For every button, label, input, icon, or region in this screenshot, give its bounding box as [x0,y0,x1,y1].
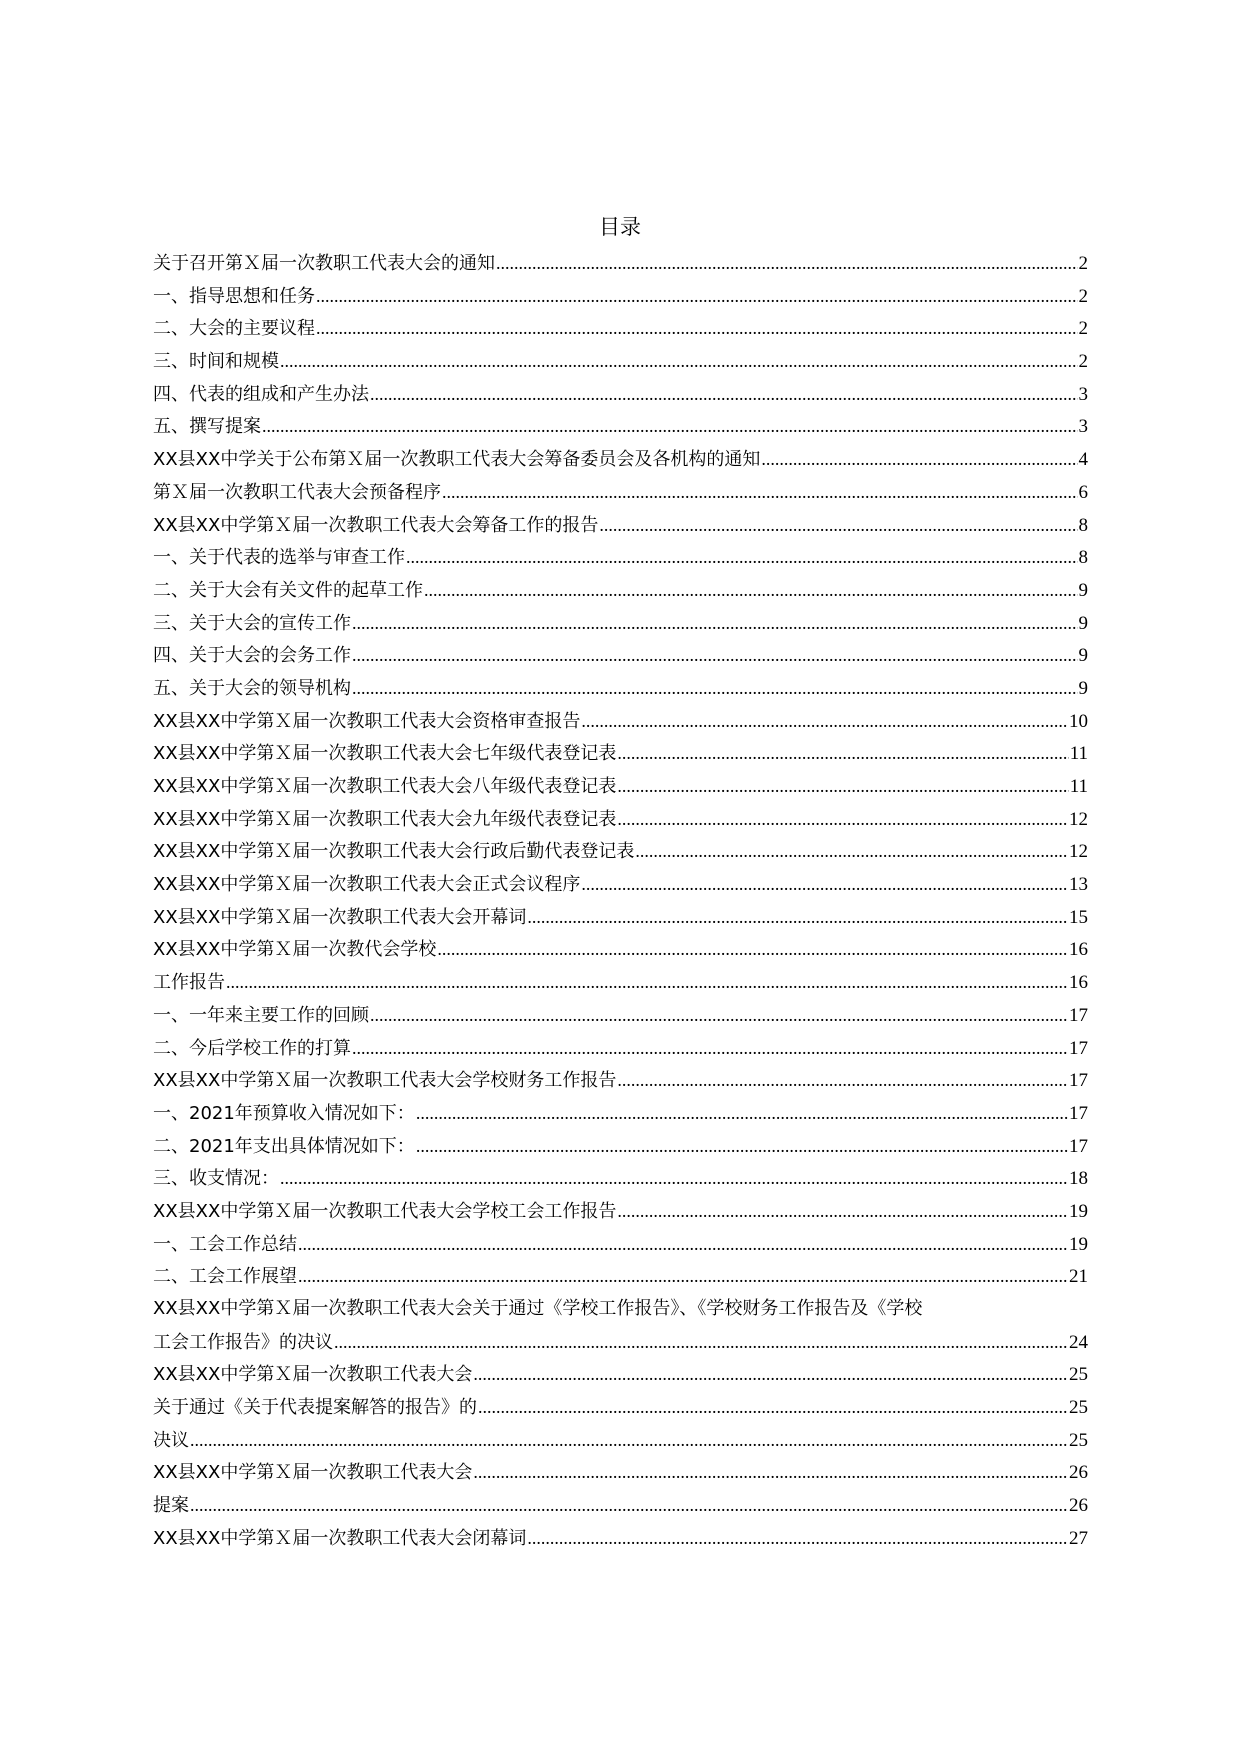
table-of-contents [153,247,1088,1555]
toc-entry[interactable] [153,378,1088,411]
toc-entry[interactable] [153,1130,1088,1163]
toc-entry-label: 一、2021年预算收入情况如下： [153,1102,415,1124]
toc-page-number: 3 [1078,383,1088,405]
toc-entry[interactable] [153,639,1088,672]
toc-page-number: 12 [1069,808,1088,830]
toc-entry[interactable] [153,443,1088,476]
toc-leader-dots [617,770,1068,803]
toc-entry[interactable] [153,737,1088,770]
toc-page-number: 17 [1069,1004,1088,1026]
toc-entry-label: XX县XX中学第Ｘ届一次教职工代表大会八年级代表登记表 [153,776,617,797]
toc-entry-label: XX县XX中学第Ｘ届一次教职工代表大会行政后勤代表登记表 [153,841,635,863]
toc-entry[interactable] [153,1032,1088,1065]
toc-entry[interactable] [153,247,1088,280]
toc-entry[interactable] [153,868,1088,901]
toc-entry-multiline[interactable] [153,1293,1088,1358]
toc-entry[interactable] [153,1195,1088,1228]
toc-leader-dots [527,901,1068,934]
toc-entry-label: 工作报告 [153,972,225,994]
toc-page-number: 2 [1078,318,1088,340]
toc-leader-dots [370,378,1078,411]
toc-page-number: 6 [1078,481,1088,503]
toc-leader-dots [442,476,1078,509]
toc-leader-dots [334,1326,1068,1359]
toc-entry[interactable] [153,803,1088,836]
toc-entry-label: 一、一年来主要工作的回顾 [153,1004,369,1026]
toc-leader-dots [496,247,1078,280]
toc-leader-dots [635,835,1068,868]
toc-leader-dots [581,705,1068,738]
toc-entry-label: XX县XX中学第Ｘ届一次教职工代表大会筹备工作的报告 [153,514,599,536]
toc-leader-dots [473,1358,1068,1391]
toc-entry[interactable] [153,280,1088,313]
toc-entry[interactable] [153,1424,1088,1457]
toc-page-number: 10 [1069,710,1088,732]
toc-entry[interactable] [153,1228,1088,1261]
toc-entry-label: XX县XX中学第Ｘ届一次教职工代表大会 [153,1364,473,1386]
toc-leader-dots [262,410,1078,443]
toc-page-number: 24 [1069,1331,1088,1353]
toc-entry[interactable] [153,933,1088,966]
toc-leader-dots [581,868,1068,901]
toc-entry-label: 二、大会的主要议程 [153,318,315,340]
toc-page-number: 17 [1069,1135,1088,1157]
toc-page-number: 4 [1078,449,1088,471]
toc-entry[interactable] [153,1522,1088,1555]
toc-leader-dots [316,280,1078,313]
toc-entry-label: 第Ｘ届一次教职工代表大会预备程序 [153,481,441,503]
toc-leader-dots [298,1228,1068,1261]
toc-leader-dots [473,1456,1068,1489]
toc-page-number: 26 [1069,1462,1088,1484]
toc-page-number: 25 [1069,1364,1088,1386]
toc-page-number: 11 [1069,743,1088,765]
toc-entry[interactable] [153,1162,1088,1195]
toc-entry-label: 关于召开第Ｘ届一次教职工代表大会的通知 [153,253,495,274]
toc-leader-dots [280,1162,1068,1195]
toc-page-number: 12 [1069,841,1088,863]
toc-entry[interactable] [153,541,1088,574]
toc-entry-label: XX县XX中学第Ｘ届一次教职工代表大会学校工会工作报告 [153,1200,617,1222]
toc-page-number: 17 [1069,1102,1088,1124]
toc-leader-dots [190,1489,1068,1522]
toc-page-number: 13 [1069,874,1088,896]
toc-page-number: 2 [1078,351,1088,373]
toc-leader-dots [617,1195,1068,1228]
toc-page-number: 25 [1069,1429,1088,1451]
toc-page-number: 11 [1069,776,1088,797]
toc-leader-dots [617,1064,1068,1097]
toc-leader-dots [298,1260,1068,1293]
toc-leader-dots [599,509,1077,542]
toc-leader-dots [352,607,1078,640]
toc-leader-dots [416,1130,1068,1163]
toc-page-number: 27 [1069,1527,1088,1549]
toc-leader-dots [416,1097,1068,1130]
toc-page-number: 17 [1069,1037,1088,1059]
toc-entry[interactable] [153,705,1088,738]
toc-page-number: 17 [1069,1070,1088,1092]
toc-page-number: 2 [1078,253,1088,274]
toc-entry-label: 二、工会工作展望 [153,1266,297,1288]
toc-entry-label: 五、撰写提案 [153,416,261,438]
toc-entry-label: 四、代表的组成和产生办法 [153,383,369,405]
toc-entry-label: 关于通过《关于代表提案解答的报告》的 [153,1397,477,1419]
toc-entry-label: 四、关于大会的会务工作 [153,645,351,667]
toc-entry[interactable] [153,770,1088,803]
toc-entry-label: XX县XX中学第Ｘ届一次教职工代表大会学校财务工作报告 [153,1070,617,1092]
toc-leader-dots [352,672,1078,705]
toc-entry[interactable] [153,672,1088,705]
toc-entry[interactable] [153,1358,1088,1391]
toc-page-number: 9 [1078,579,1088,601]
toc-page-number: 16 [1069,972,1088,994]
toc-title: 目录 [599,215,641,239]
toc-entry[interactable] [153,607,1088,640]
toc-entry[interactable] [153,345,1088,378]
toc-entry-label: XX县XX中学第Ｘ届一次教职工代表大会闭幕词 [153,1527,527,1549]
toc-leader-dots [352,1032,1068,1065]
toc-page-number: 9 [1078,677,1088,699]
toc-entry[interactable] [153,835,1088,868]
toc-leader-dots [370,999,1068,1032]
toc-entry-label: XX县XX中学第Ｘ届一次教职工代表大会 [153,1462,473,1484]
toc-entry-label: 决议 [153,1429,189,1451]
toc-entry-label-line2: 工会工作报告》的决议 [153,1331,333,1353]
toc-leader-dots [424,574,1078,607]
toc-page-number: 25 [1069,1397,1088,1419]
toc-entry[interactable] [153,1097,1088,1130]
toc-entry-label-line1: XX县XX中学第Ｘ届一次教职工代表大会关于通过《学校工作报告》、《学校财务工作报告及《学校 [153,1298,923,1319]
toc-entry[interactable] [153,1064,1088,1097]
toc-leader-dots [226,966,1068,999]
toc-page-number: 16 [1069,939,1088,961]
toc-entry[interactable] [153,999,1088,1032]
toc-leader-dots [761,443,1077,476]
toc-entry[interactable] [153,312,1088,345]
toc-leader-dots [437,933,1068,966]
toc-entry-label: 三、关于大会的宣传工作 [153,612,351,634]
toc-leader-dots [190,1424,1068,1457]
toc-leader-dots [316,312,1078,345]
toc-entry[interactable] [153,509,1088,542]
toc-entry-label: XX县XX中学第Ｘ届一次教职工代表大会九年级代表登记表 [153,808,617,830]
toc-page-number: 18 [1069,1168,1088,1190]
toc-entry-label: 三、时间和规模 [153,351,279,373]
toc-page-number: 8 [1078,514,1088,536]
toc-leader-dots [280,345,1078,378]
toc-leader-dots [527,1522,1068,1555]
toc-entry-label: 二、今后学校工作的打算 [153,1037,351,1059]
toc-leader-dots [352,639,1078,672]
toc-page-number: 19 [1069,1200,1088,1222]
toc-page-number: 3 [1078,416,1088,438]
toc-entry-label: 二、关于大会有关文件的起草工作 [153,579,423,601]
toc-page-number: 9 [1078,645,1088,667]
toc-page-number: 2 [1078,285,1088,307]
toc-page-number: 15 [1069,906,1088,928]
toc-entry-label: 提案 [153,1495,189,1517]
toc-page-number: 9 [1078,612,1088,634]
toc-entry-label: XX县XX中学关于公布第Ｘ届一次教职工代表大会筹备委员会及各机构的通知 [153,449,761,471]
toc-entry[interactable] [153,1456,1088,1489]
toc-leader-dots [406,541,1078,574]
toc-leader-dots [478,1391,1068,1424]
toc-entry[interactable] [153,966,1088,999]
toc-entry[interactable] [153,574,1088,607]
toc-entry-label: XX县XX中学第Ｘ届一次教职工代表大会开幕词 [153,906,527,928]
toc-entry-label: XX县XX中学第Ｘ届一次教职工代表大会七年级代表登记表 [153,743,617,765]
toc-entry[interactable] [153,476,1088,509]
toc-entry-label: XX县XX中学第Ｘ届一次教职工代表大会资格审查报告 [153,710,581,732]
toc-entry-label: 一、工会工作总结 [153,1233,297,1255]
toc-page-number: 21 [1069,1266,1088,1288]
toc-entry[interactable] [153,1489,1088,1522]
toc-entry-label: 五、关于大会的领导机构 [153,677,351,699]
toc-page-number: 19 [1069,1233,1088,1255]
toc-entry[interactable] [153,1260,1088,1293]
toc-page-number: 26 [1069,1495,1088,1517]
toc-entry-label: 一、关于代表的选举与审查工作 [153,547,405,569]
toc-leader-dots [617,737,1068,770]
toc-entry-label: 二、2021年支出具体情况如下： [153,1135,415,1157]
toc-entry-label: XX县XX中学第Ｘ届一次教代会学校 [153,939,437,961]
toc-leader-dots [617,803,1068,836]
toc-entry-label: 三、收支情况： [153,1168,279,1190]
toc-entry[interactable] [153,901,1088,934]
toc-entry-label: XX县XX中学第Ｘ届一次教职工代表大会正式会议程序 [153,874,581,896]
toc-entry-label: 一、指导思想和任务 [153,285,315,307]
toc-entry[interactable] [153,1391,1088,1424]
toc-page-number: 8 [1078,547,1088,569]
toc-entry[interactable] [153,410,1088,443]
